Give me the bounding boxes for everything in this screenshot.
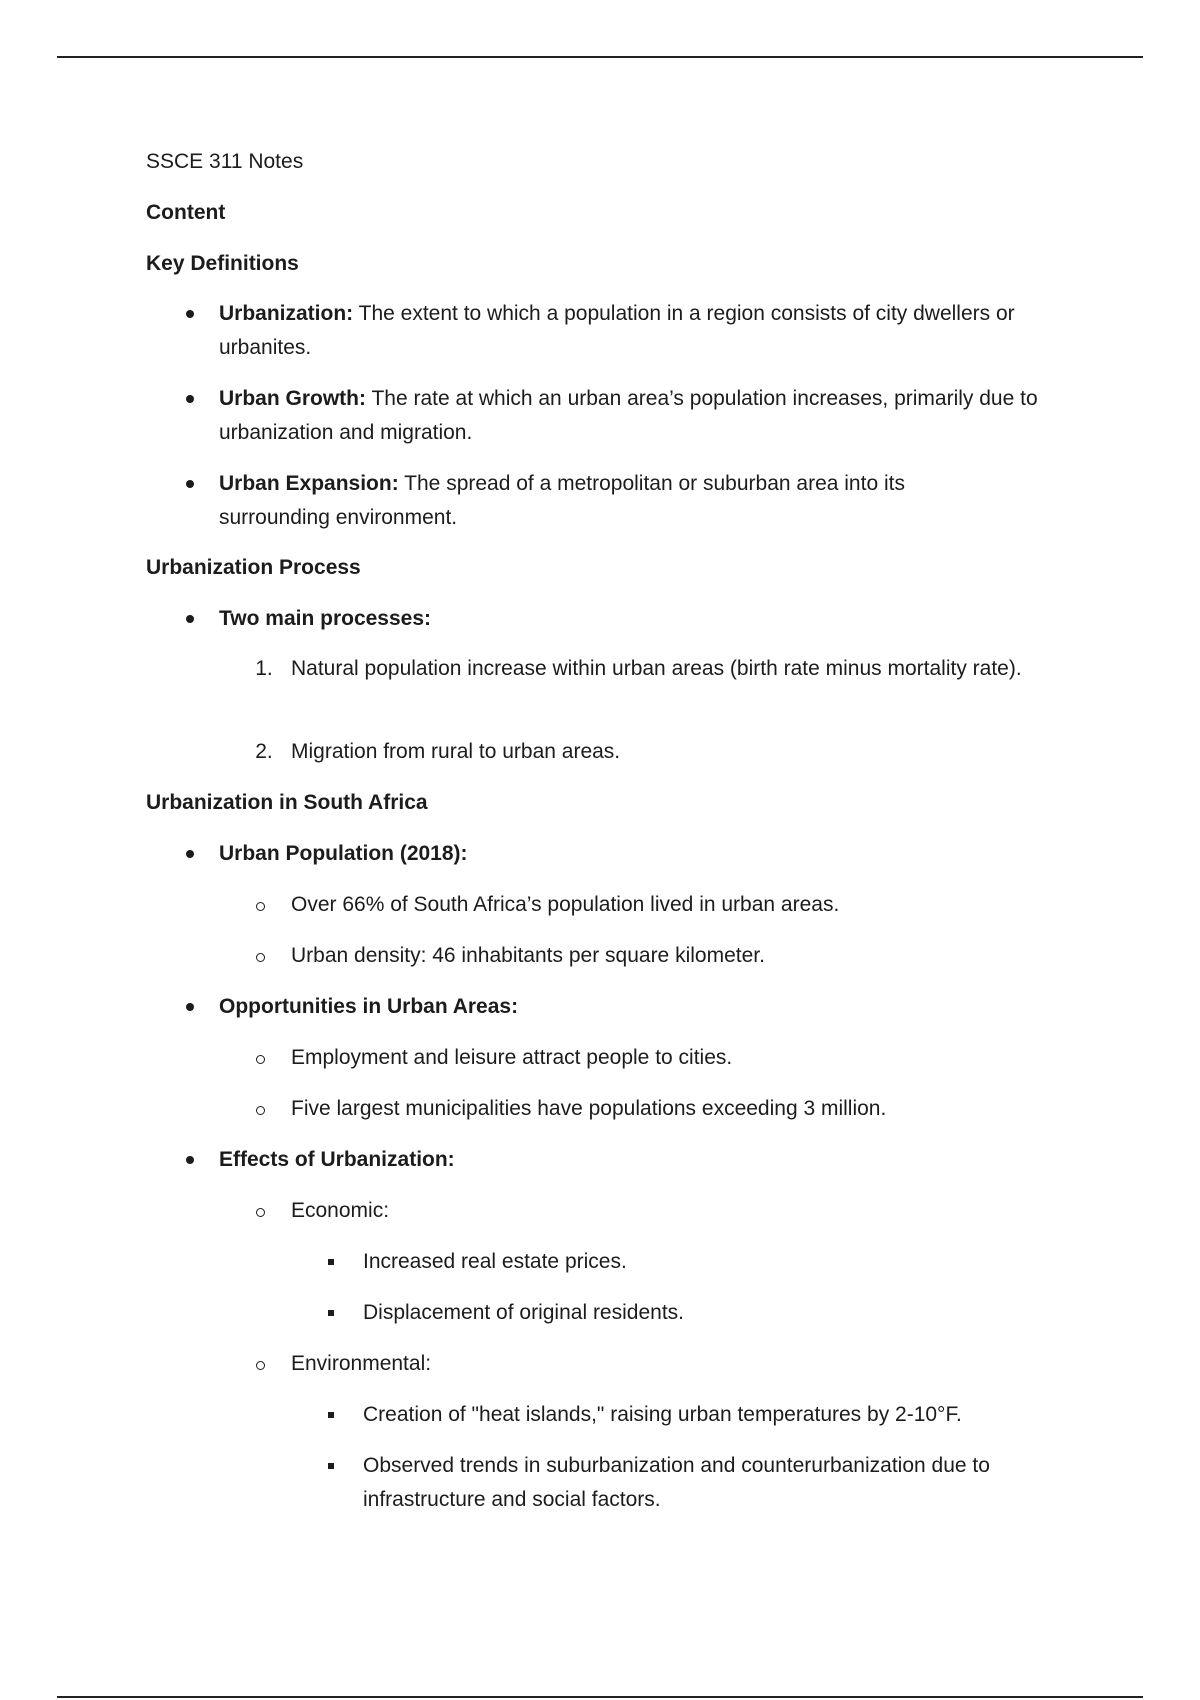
circle-bullet-icon [256, 1208, 265, 1217]
population-item: Over 66% of South Africa’s population lived in urban areas. [291, 893, 840, 916]
opportunities-label: Opportunities in Urban Areas: [219, 995, 519, 1018]
bullet-icon [186, 615, 194, 623]
list-number: 2. [255, 740, 273, 763]
process-text: Natural population increase within urban areas (birth rate minus mortality rate). [291, 657, 1022, 680]
process-label: Two main processes: [219, 607, 432, 630]
square-bullet-icon [328, 1310, 334, 1316]
bullet-icon [186, 850, 194, 858]
circle-bullet-icon [256, 902, 265, 911]
bullet-icon [186, 395, 194, 403]
bullet-icon [186, 1003, 194, 1011]
square-bullet-icon [328, 1259, 334, 1265]
circle-bullet-icon [256, 1106, 265, 1115]
bullet-icon [186, 1156, 194, 1164]
top-rule [57, 56, 1143, 58]
heading-urbanization-process: Urbanization Process [146, 556, 361, 579]
circle-bullet-icon [256, 1055, 265, 1064]
environmental-item: Observed trends in suburbanization and counterurbanization due to infrastructure and social factors. [363, 1454, 990, 1511]
square-bullet-icon [328, 1412, 334, 1418]
population-item: Urban density: 46 inhabitants per square kilometer. [291, 944, 765, 967]
circle-bullet-icon [256, 953, 265, 962]
opportunities-item: Five largest municipalities have populations exceeding 3 million. [291, 1097, 887, 1120]
document-title: SSCE 311 Notes [146, 150, 304, 173]
environmental-label: Environmental: [291, 1352, 432, 1375]
economic-label: Economic: [291, 1199, 390, 1222]
definition-text: The rate at which an urban area’s population increases, primarily due to urbanization and migration. [219, 387, 1038, 444]
process-text: Migration from rural to urban areas. [291, 740, 621, 763]
population-label: Urban Population (2018): [219, 842, 468, 865]
list-number: 1. [255, 657, 273, 680]
definition-text: The spread of a metropolitan or suburban area into its surrounding environment. [219, 472, 905, 529]
opportunities-item: Employment and leisure attract people to cities. [291, 1046, 733, 1069]
economic-item: Increased real estate prices. [363, 1250, 627, 1273]
heading-urbanization-south-africa: Urbanization in South Africa [146, 791, 428, 814]
effects-label: Effects of Urbanization: [219, 1148, 455, 1171]
economic-item: Displacement of original residents. [363, 1301, 684, 1324]
definition-term: Urban Growth: [219, 387, 366, 410]
circle-bullet-icon [256, 1361, 265, 1370]
heading-key-definitions: Key Definitions [146, 252, 299, 275]
environmental-item: Creation of "heat islands," raising urban temperatures by 2-10°F. [363, 1403, 962, 1426]
bottom-rule [57, 1696, 1143, 1698]
definition-term: Urbanization: [219, 302, 354, 325]
bullet-icon [186, 310, 194, 318]
square-bullet-icon [328, 1463, 334, 1469]
definition-term: Urban Expansion: [219, 472, 399, 495]
heading-content: Content [146, 201, 226, 224]
definition-text: The extent to which a population in a region consists of city dwellers or urbanites. [219, 302, 1015, 359]
bullet-icon [186, 480, 194, 488]
